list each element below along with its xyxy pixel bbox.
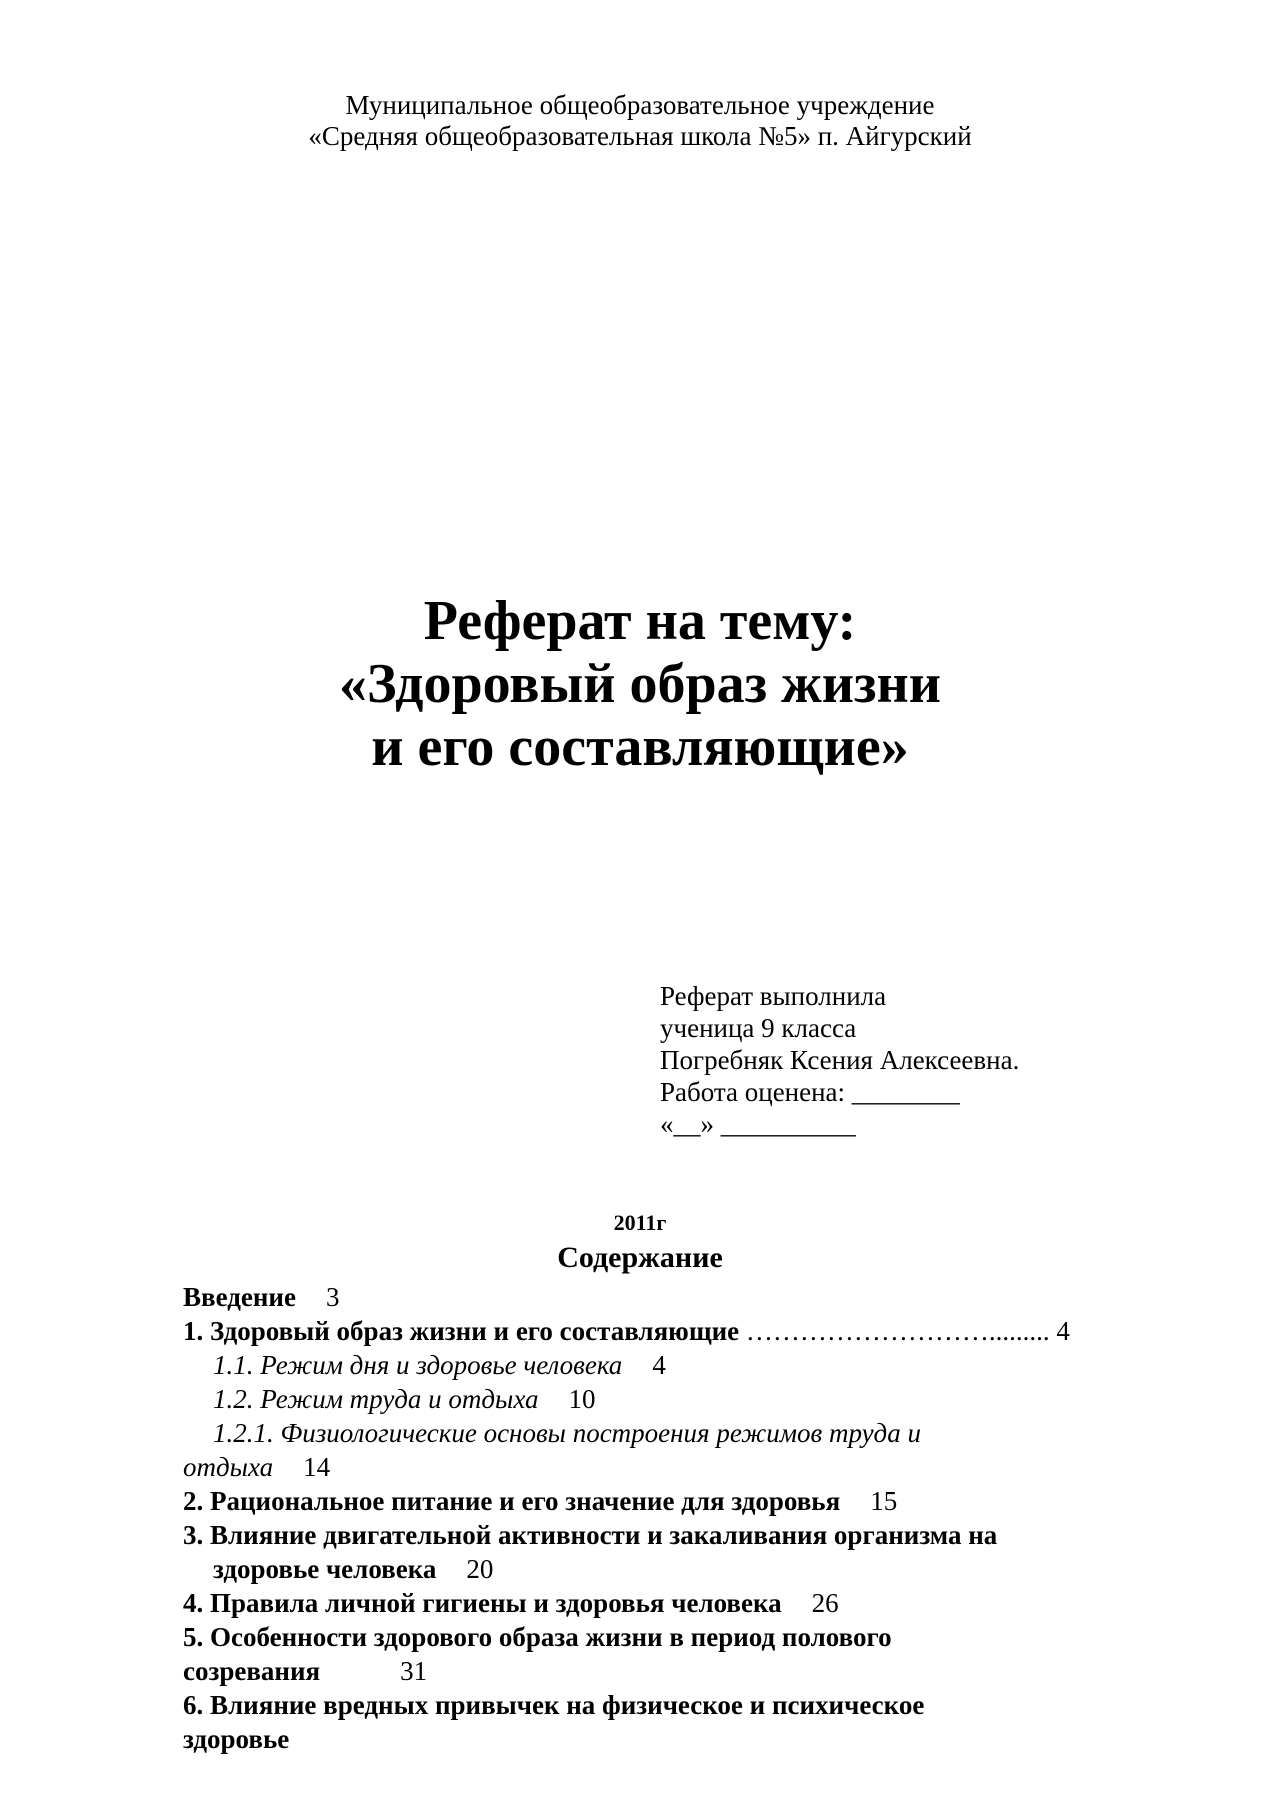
title-line-1: Реферат на тему: (423, 590, 857, 652)
toc-entry-label: 2. Рациональное питание и его значение для здоровья (183, 1486, 841, 1516)
toc-page-number: 3 (325, 1282, 340, 1312)
toc-entry-label: 1. Здоровый образ жизни и его составляющие (183, 1316, 740, 1346)
toc-entry-4 (183, 1586, 1183, 1620)
toc-entry-label: 4. Правила личной гигиены и здоровья человека (183, 1588, 782, 1618)
toc-page-number: 14 (303, 1452, 331, 1482)
grade-line: Работа оценена: ________ (660, 1077, 960, 1107)
table-of-contents (183, 1280, 1183, 1756)
title-line-2: «Здоровый образ жизни (338, 653, 942, 715)
toc-entry-label: Введение (183, 1282, 296, 1312)
toc-entry-6-cont (183, 1722, 1183, 1756)
toc-entry-label: 5. Особенности здорового образа жизни в период полового (183, 1622, 892, 1652)
author-line-2: ученица 9 класса (660, 1013, 857, 1043)
toc-entry-1-1 (183, 1348, 1183, 1382)
toc-entry-label: отдыха (183, 1452, 274, 1482)
toc-entry-label: 1.1. Режим дня и здоровье человека (213, 1350, 623, 1380)
toc-dot-leader: ………………………......... (739, 1316, 1050, 1346)
toc-page-number: 4 (652, 1350, 666, 1380)
institution-line-2: «Средняя общеобразовательная школа №5» п. Айгурский (308, 121, 972, 151)
title-line-3: и его составляющие» (371, 716, 909, 778)
toc-page-number: 31 (400, 1656, 428, 1686)
author-block (660, 980, 1220, 1140)
toc-page-number: 20 (466, 1554, 494, 1584)
report-title (0, 590, 1280, 779)
author-line-3: Погребняк Ксения Алексеевна. (660, 1045, 1020, 1075)
toc-page-number: 10 (568, 1384, 596, 1414)
author-line-1: Реферат выполнила (660, 981, 887, 1011)
toc-entry-intro (183, 1280, 1183, 1314)
toc-entry-label: 1.2.1. Физиологические основы построения режимов труда и (213, 1418, 921, 1448)
toc-entry-1 (183, 1314, 1183, 1348)
toc-heading: Содержание (557, 1241, 723, 1274)
toc-entry-3 (183, 1518, 1183, 1552)
toc-entry-2 (183, 1484, 1183, 1518)
year-label (0, 1210, 1280, 1236)
date-line: «__» __________ (660, 1109, 856, 1139)
toc-entry-6 (183, 1688, 1183, 1722)
institution-header (0, 90, 1280, 152)
toc-page-number: 26 (811, 1588, 839, 1618)
toc-entry-label: 3. Влияние двигательной активности и закаливания организма на (183, 1520, 998, 1550)
toc-entry-label: здоровье человека (213, 1554, 437, 1584)
toc-entry-label: созревания (183, 1656, 321, 1686)
year-text: 2011г (613, 1210, 667, 1235)
toc-entry-5-cont (183, 1654, 1183, 1688)
toc-entry-1-2-1-cont (183, 1450, 1183, 1484)
toc-entry-label: 6. Влияние вредных привычек на физическое и психическое (183, 1690, 925, 1720)
toc-entry-1-2-1 (183, 1416, 1183, 1450)
toc-page-number: 15 (870, 1486, 898, 1516)
toc-entry-3-cont (183, 1552, 1183, 1586)
toc-entry-label: здоровье (183, 1724, 290, 1754)
toc-entry-label: 1.2. Режим труда и отдыха (213, 1384, 539, 1414)
toc-entry-5 (183, 1620, 1183, 1654)
toc-entry-1-2 (183, 1382, 1183, 1416)
institution-line-1: Муниципальное общеобразовательное учреждение (345, 90, 935, 120)
toc-page-number: 4 (1049, 1316, 1070, 1346)
